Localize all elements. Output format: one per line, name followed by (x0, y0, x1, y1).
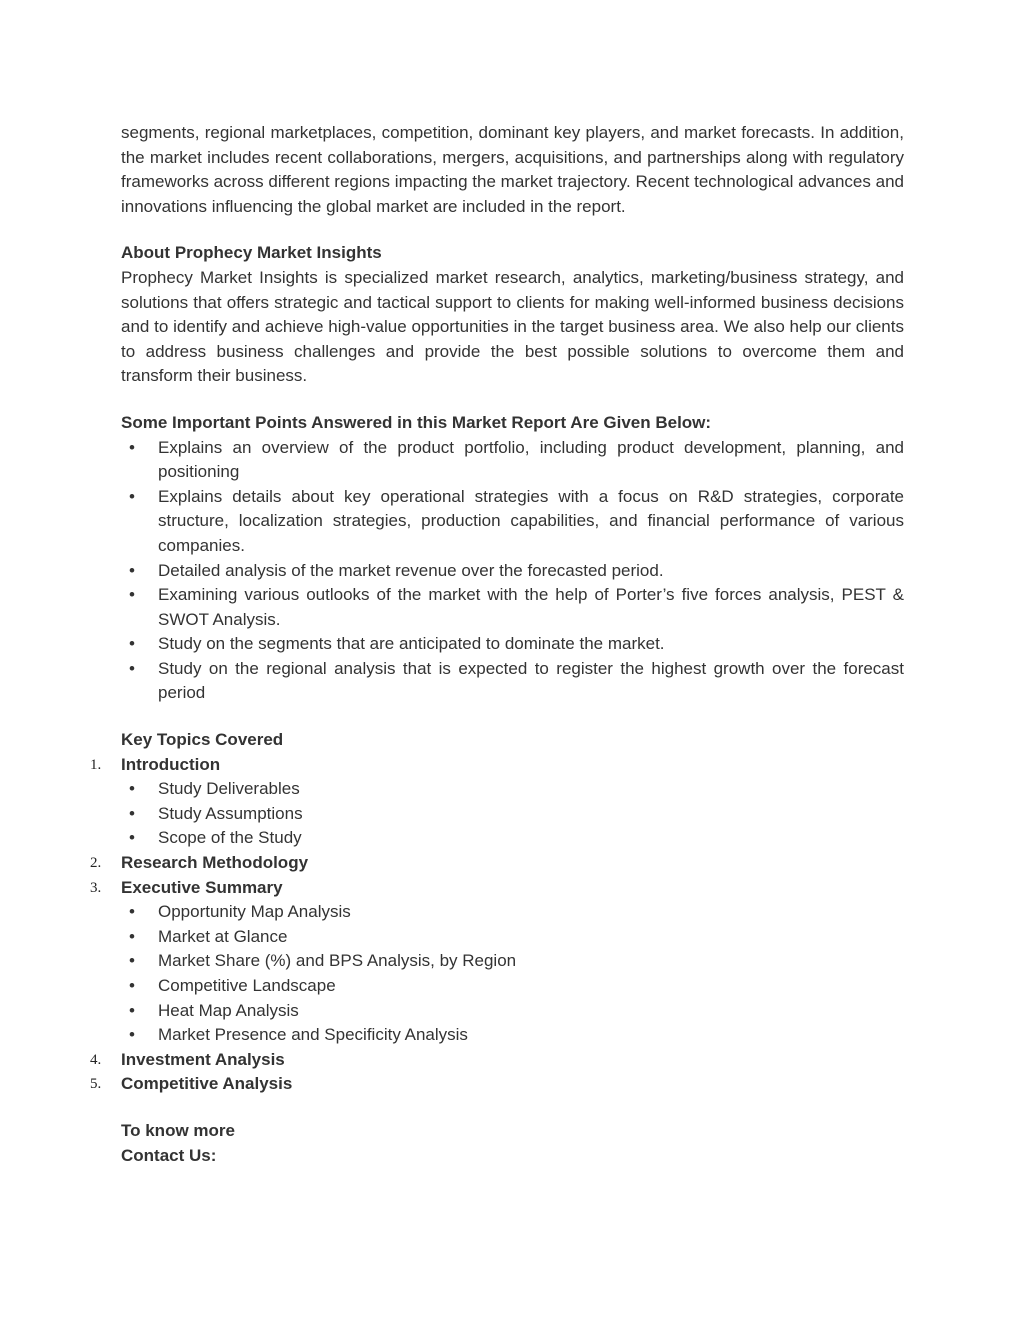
list-item: • Study Assumptions (121, 802, 904, 827)
subtopic-list (121, 777, 904, 851)
topic-item-investment-analysis (90, 1048, 904, 1073)
topic-number: 5. (90, 1076, 102, 1093)
list-item: • Study on the segments that are anticipated to dominate the market. (121, 632, 904, 657)
topic-item-introduction (90, 753, 904, 851)
topic-item-competitive-analysis (90, 1072, 904, 1097)
spacer (121, 389, 904, 411)
intro-paragraph: segments, regional marketplaces, competition, dominant key players, and market forecasts. In addition, the market includes recent collaborations, mergers, acquisitions, and partnerships along with regulatory frameworks across different regions impacting the market trajectory. Recent technological advances and innovations influencing the global market are included in the report. (121, 123, 904, 216)
spacer (121, 1097, 904, 1119)
topic-title: Investment Analysis (121, 1049, 285, 1069)
spacer (121, 219, 904, 241)
topic-title: Competitive Analysis (121, 1074, 293, 1094)
topic-number: 4. (90, 1051, 102, 1068)
list-item: • Competitive Landscape (121, 974, 904, 999)
list-item: • Opportunity Map Analysis (121, 900, 904, 925)
topic-title: Introduction (121, 754, 221, 774)
list-item: • Explains details about key operational strategies with a focus on R&D strategies, corporate structure, localization strategies, production capabilities, and financial performance of various companies. (121, 485, 904, 559)
subtopic-list (121, 900, 904, 1048)
list-item: • Examining various outlooks of the market with the help of Porter’s five forces analysis, PEST & SWOT Analysis. (121, 583, 904, 632)
topic-number: 2. (90, 855, 102, 872)
about-heading: About Prophecy Market Insights (121, 243, 382, 263)
points-heading: Some Important Points Answered in this Market Report Are Given Below: (121, 412, 712, 432)
list-item: • Market Presence and Specificity Analysis (121, 1023, 904, 1048)
about-paragraph: Prophecy Market Insights is specialized market research, analytics, marketing/business strategy, and solutions that offers strategic and tactical support to clients for making well-informed business decisions and to identify and achieve high-value opportunities in the target business area. We also help our clients to address business challenges and provide the best possible solutions to overcome them and transform their business. (121, 267, 904, 386)
topics-heading: Key Topics Covered (121, 730, 284, 750)
know-more-heading: To know more (121, 1120, 235, 1140)
topics-list (90, 753, 904, 1097)
list-item: • Market Share (%) and BPS Analysis, by Region (121, 949, 904, 974)
topic-number: 1. (90, 756, 102, 773)
topic-title: Research Methodology (121, 853, 309, 873)
list-item: • Explains an overview of the product portfolio, including product development, planning, and positioning (121, 436, 904, 485)
topic-item-executive-summary (90, 876, 904, 1048)
list-item: • Detailed analysis of the market revenue over the forecasted period. (121, 559, 904, 584)
topic-item-research-methodology (90, 851, 904, 876)
points-list (121, 436, 904, 707)
list-item: • Heat Map Analysis (121, 999, 904, 1024)
spacer (121, 706, 904, 728)
page-content (90, 121, 904, 1168)
list-item: • Study Deliverables (121, 777, 904, 802)
list-item: • Scope of the Study (121, 826, 904, 851)
contact-heading: Contact Us: (121, 1145, 217, 1165)
list-item: • Study on the regional analysis that is expected to register the highest growth over the forecast period (121, 657, 904, 706)
topic-number: 3. (90, 879, 102, 896)
list-item: • Market at Glance (121, 925, 904, 950)
topic-title: Executive Summary (121, 877, 283, 897)
